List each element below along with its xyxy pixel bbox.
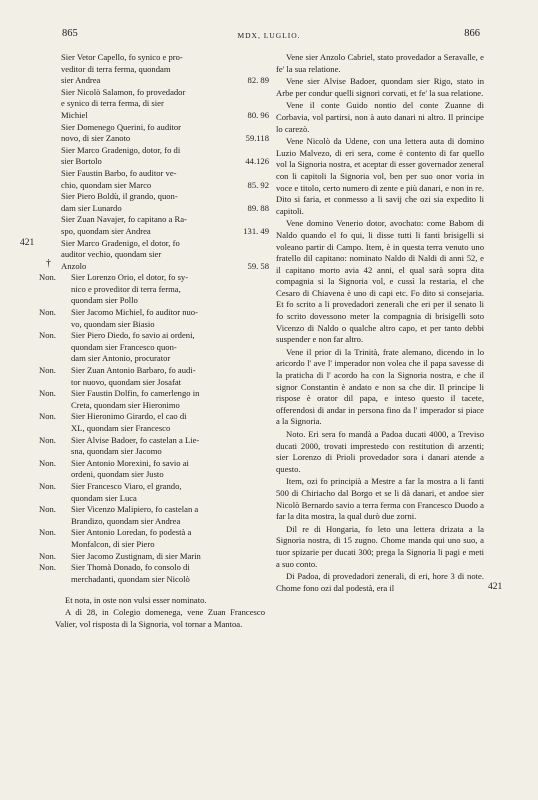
non-label: Non.	[39, 365, 56, 376]
ballot-line: novo, di sier Zanoto	[61, 133, 131, 144]
ballot-line: Sier Domenego Querini, fo auditor	[61, 121, 182, 132]
non-entry	[39, 388, 265, 411]
non-label: Non.	[39, 562, 56, 573]
non-entry	[39, 527, 265, 550]
non-line: Sier Hieronimo Girardo, el cao di	[71, 411, 187, 422]
non-line: Monfalcon, di sier Piero	[71, 538, 155, 549]
non-line: dam sier Antonio, procurator	[71, 353, 171, 364]
ballot-line: veditor di terra ferma, quondam	[61, 63, 171, 74]
non-line: Sier Francesco Viaro, el grando,	[71, 480, 182, 491]
ballot-entry	[55, 144, 269, 168]
ballot-line: Michiel	[61, 109, 88, 120]
non-entry	[39, 457, 265, 481]
ballot-line: Sier Marco Gradenigo, el dotor, fo	[61, 237, 180, 248]
note-paragraph: Et nota, in oste non vulsi esser nominato.	[65, 595, 207, 606]
note-paragraph: A dì 28, in Colegio domenega, vene Zuan Francesco Valier, vol risposta di la Signoria, vol tornar a Mantoa.	[55, 606, 265, 629]
non-line: Creta, quondam sier Hieronimo	[71, 399, 180, 410]
ballot-line: dam sier Lunardo	[61, 202, 122, 213]
non-label: Non.	[39, 480, 56, 491]
non-entry	[39, 550, 265, 563]
left-column	[39, 52, 269, 630]
vote-count: 44.126	[245, 156, 269, 167]
vote-count: 131. 49	[243, 225, 269, 236]
ballot-entry	[55, 52, 269, 87]
non-label: Non.	[39, 411, 56, 422]
non-line: vo, quondam sier Biasio	[71, 318, 155, 329]
paragraph: Vene il conte Guido nontio del conte Zuanne di Corbavia, vol partirsi, non à auto danari ni altro. Il principe lo carezò.	[276, 100, 484, 134]
non-entry	[39, 434, 265, 458]
non-label: Non.	[39, 434, 56, 445]
paragraph: Item, ozi fo principià a Mestre a far la mostra a li fanti 500 di Chiriacho dal Borgo et se li dà danari, et andoe sier Nicolò Bernardo savio a terra ferma con Francesco Duodo a far la dita mostra, la qual durò due zorni.	[276, 476, 484, 522]
non-line: merchadanti, quondam sier Nicolò	[71, 573, 190, 584]
non-line: tor nuovo, quondam sier Josafat	[71, 376, 182, 387]
vote-count: 82. 89	[247, 75, 269, 86]
non-line: Sier Thomà Donado, fo consolo di	[71, 562, 190, 573]
non-line: Sier Piero Diedo, fo savio ai ordeni,	[71, 330, 195, 341]
ballot-line: chio, quondam sier Marco	[61, 179, 152, 190]
non-label: Non.	[39, 330, 56, 341]
non-line: nico e proveditor di terra ferma,	[71, 283, 181, 294]
paragraph: Vene domino Venerio dotor, avochato: come Babom di Naldo quando el fo qui, li disse tutti li fanti brisigelli si voleano partir di Campo. Item, è in questa terra venuto uno fratello dil capitano: nominato Naldo di Naldi di anni 52, e il capitano morto avia 42 anni, el qual sarà sopra dita compagnia si la Signoria vol, e cussì la restaria, el che Cesaro di Chiavena è uno di capi etc. Fo dito si consejaria. Et fo scrito a li provedadori zenerali che eri per il senato li fo scrito dovessono meter la compagnia di brisigelli soto Vicenzo di Naldo o qualche altro capo, et per tanto debbi suspender e non far altro.	[276, 218, 484, 345]
non-line: Sier Antonio Loredan, fo podestà a	[71, 527, 192, 538]
non-line: quondam sier Francesco quon-	[71, 341, 177, 352]
ballot-line: Sier Nicolò Salamon, fo provedador	[61, 86, 186, 97]
non-line: Brandizo, quondam sier Andrea	[71, 515, 181, 526]
non-line: Sier Alvise Badoer, fo castelan a Lie-	[71, 434, 200, 445]
ballot-line: sier Bortolo	[61, 156, 102, 167]
ballot-line: auditor vechio, quondam sier	[61, 249, 162, 260]
ballot-entry	[55, 191, 269, 214]
non-line: Sier Jacomo Zustignam, di sier Marin	[71, 550, 201, 561]
ballot-line: Sier Piero Boldù, il grando, quon-	[61, 191, 178, 202]
ballot-line: Sier Marco Gradenigo, dotor, fo di	[61, 144, 181, 155]
non-label: Non.	[39, 550, 56, 561]
ballot-entry	[55, 167, 269, 191]
ballot-entry	[55, 86, 269, 122]
margin-number-left: 421	[20, 238, 35, 248]
non-entry	[39, 365, 265, 388]
ballot-list	[55, 52, 269, 272]
ballot-line: Sier Faustin Barbo, fo auditor ve-	[61, 167, 177, 178]
non-line: quondam sier Luca	[71, 492, 137, 503]
ballot-line: e synico di terra ferma, di sier	[61, 98, 164, 109]
non-line: Sier Antonio Morexini, fo savio ai	[71, 457, 189, 468]
paragraph: Noto. Eri sera fo mandà a Padoa ducati 4000, a Treviso ducati 2000, trovati imprestedo con restitution di arzenti; sier Lorenzo di Prioli provedador sora i danari atende a questo.	[276, 429, 484, 474]
non-label: Non.	[39, 272, 56, 283]
vote-count: 80. 96	[247, 109, 269, 120]
paragraph: Dil re di Hongaria, fo leto una lettera drizata a la Signoria nostra, di 15 zugno. Chome manda qui uno suo, a tuor spizarie per ducati 300; prega la Signoria li pagi e meti a suo conto.	[276, 523, 484, 569]
page-number-right: 866	[464, 28, 480, 39]
paragraph: Vene sier Alvise Badoer, quondam sier Rigo, stato in Arbe per condur quelli signori corvati, et fe' la sua relatione.	[276, 76, 484, 98]
page-number-left: 865	[62, 28, 78, 39]
non-label: Non.	[39, 307, 56, 318]
right-column	[276, 52, 484, 594]
ballot-line: sier Andrea	[61, 75, 101, 86]
non-line: Sier Zuan Antonio Barbaro, fo audi-	[71, 365, 196, 376]
ballot-line: spo, quondam sier Andrea	[61, 225, 151, 236]
non-label: Non.	[39, 388, 56, 399]
non-line: Sier Lorenzo Orio, el dotor, fo sy-	[71, 272, 189, 283]
running-header: MDX, LUGLIO.	[237, 31, 301, 40]
dagger-mark: †	[46, 258, 51, 269]
non-entry	[39, 272, 265, 307]
paragraph: Vene il prior di la Trinità, frate alemano, dicendo in lo aricordo l' ave l' imperador non volea che il papa savesse di la praticha di l' acordo ha con la Signoria nostra, e che il signor Constantin è andato e non sa che dir. Il principe li rispose è orator dil papa, e inteso questo il tacete, offerendosi di andar in persona fino da l' imperador si piace a la Signoria.	[276, 346, 484, 427]
non-line: sna, quondam sier Jacomo	[71, 446, 162, 457]
left-notes	[55, 595, 265, 630]
vote-count: 59.118	[245, 133, 269, 144]
non-label: Non.	[39, 457, 56, 468]
paragraph: Vene Nicolò da Udene, con una lettera auta di domino Luzio Malvezo, di eri sera, come è contento di far quello vol la Signoria nostra, et aceptar di esser governador zeneral con li capitoli la Signoria vol, ben per suo onor voria in voce e titolo, certo numero di zente e più danari, e non in re. Dito si faria, et conmesso a li savij che ozi sia expedito li capitoli.	[276, 136, 484, 216]
paragraph: Di Padoa, di provedadori zenerali, di eri, hore 3 di note. Chome fono ozi dal podestà, era il	[276, 571, 484, 593]
ballot-entry	[55, 214, 269, 237]
non-elected-list	[39, 272, 265, 585]
ballot-line: Sier Zuan Navajer, fo capitano a Ra-	[61, 214, 187, 225]
vote-count: 85. 92	[247, 179, 269, 190]
paragraph: Vene sier Anzolo Cabriel, stato provedador a Seravalle, e fe' la sua relatione.	[276, 52, 484, 74]
non-label: Non.	[39, 527, 56, 538]
non-entry	[39, 480, 265, 504]
non-line: quondam sier Pollo	[71, 295, 138, 306]
ballot-entry	[55, 121, 269, 145]
non-entry	[39, 411, 265, 434]
ballot-line: Anzolo	[61, 260, 87, 271]
ballot-line: Sier Vetor Capello, fo synico e pro-	[61, 52, 183, 62]
non-line: Sier Jacomo Michiel, fo auditor nuo-	[71, 307, 198, 318]
non-line: Sier Faustin Dolfin, fo camerlengo in	[71, 388, 200, 399]
ballot-entry	[55, 237, 269, 273]
margin-number-right: 421	[488, 582, 503, 592]
non-line: ordeni, quondam sier Justo	[71, 469, 164, 480]
non-entry	[39, 307, 265, 330]
vote-count: 59. 58	[247, 260, 269, 271]
vote-count: 89. 88	[247, 202, 269, 213]
non-line: Sier Vicenzo Malipiero, fo castelan a	[71, 504, 199, 515]
non-label: Non.	[39, 504, 56, 515]
non-entry	[39, 562, 265, 585]
non-line: XL, quondam sier Francesco	[71, 423, 171, 433]
non-entry	[39, 330, 265, 365]
non-entry	[39, 504, 265, 527]
